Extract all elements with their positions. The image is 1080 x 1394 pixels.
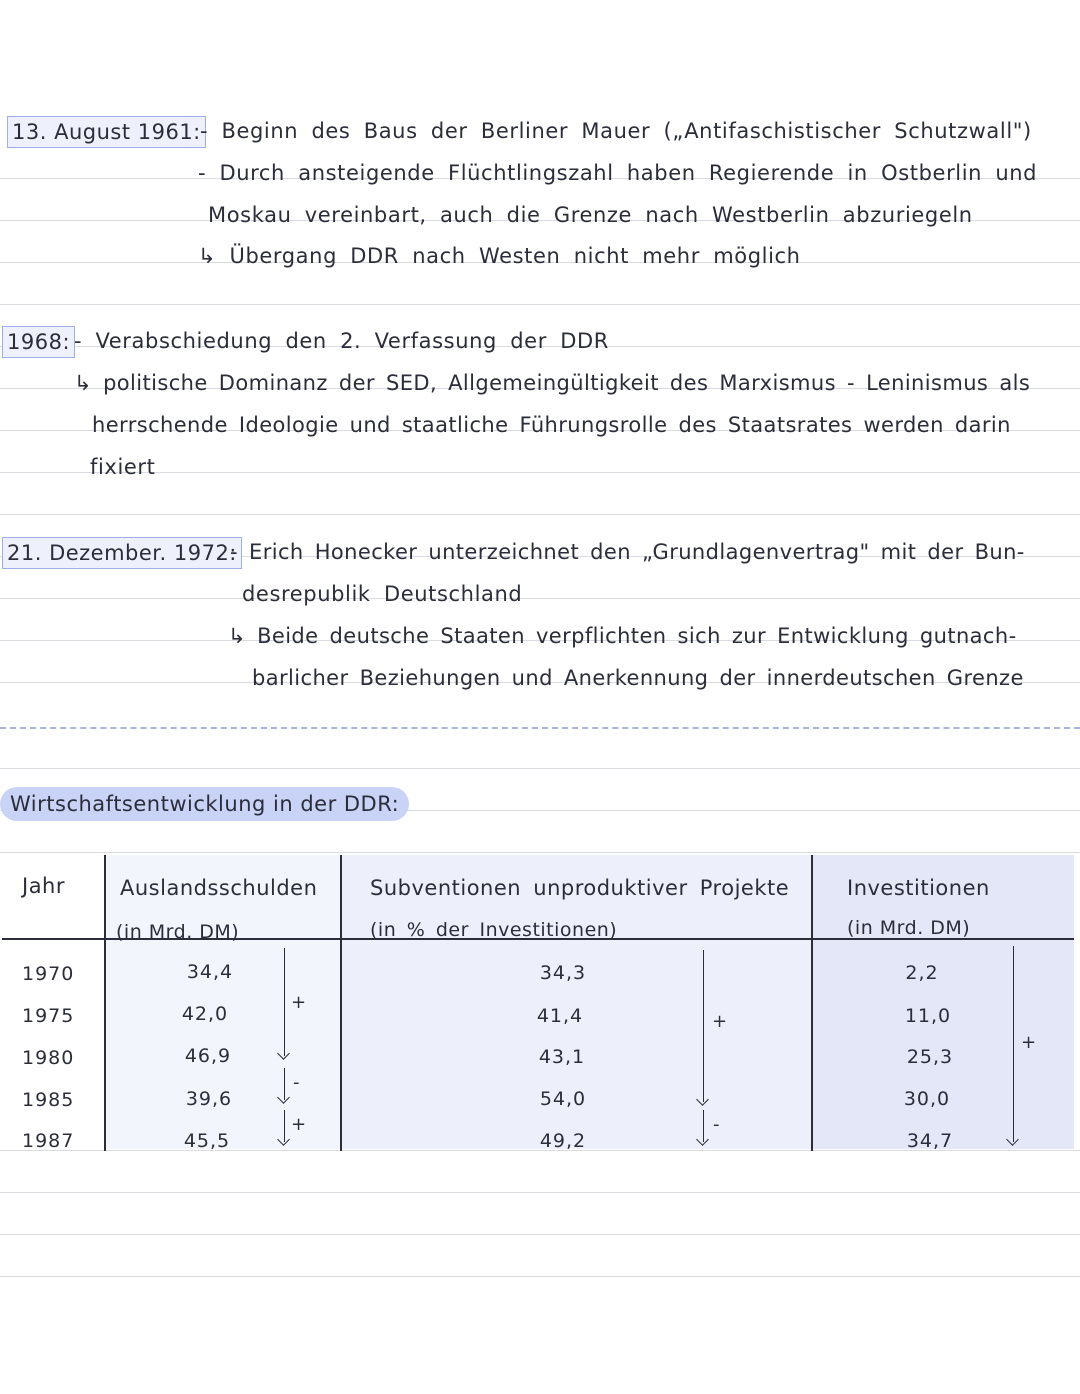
- section-title: Wirtschaftsentwicklung in der DDR:: [0, 787, 409, 821]
- arrow-down-icon: [284, 948, 285, 1056]
- cell-invest: 2,2: [905, 962, 939, 984]
- header-invest: Investitionen: [847, 876, 990, 900]
- event-line: ↳ Beide deutsche Staaten verpflichten sich zur Entwicklung gutnach-: [228, 624, 1017, 648]
- cell-subsidies: 41,4: [536, 1005, 584, 1027]
- event-line: fixiert: [90, 455, 156, 479]
- cell-subsidies: 34,3: [539, 962, 587, 984]
- cell-year: 1975: [22, 1005, 75, 1027]
- trend-sign: +: [712, 1011, 728, 1032]
- header-year: Jahr: [22, 874, 66, 898]
- arrow-down-icon: [703, 950, 704, 1102]
- event-line: - Durch ansteigende Flüchtlingszahl haben Regierende in Ostberlin und: [198, 161, 1038, 185]
- cell-debt: 45,5: [183, 1130, 231, 1152]
- event-line: desrepublik Deutschland: [242, 582, 523, 606]
- date-label: 21. Dezember. 1972:: [2, 537, 242, 569]
- cell-year: 1985: [22, 1089, 75, 1111]
- event-line: ↳ politische Dominanz der SED, Allgemeingültigkeit des Marxismus - Leninismus als: [74, 371, 1031, 395]
- arrow-down-icon: [703, 1110, 704, 1142]
- cell-debt: 42,0: [181, 1003, 229, 1025]
- cell-invest: 30,0: [903, 1088, 951, 1110]
- section-divider: [0, 727, 1080, 729]
- trend-sign: -: [713, 1114, 720, 1135]
- cell-year: 1970: [22, 963, 75, 985]
- header-subsidies-unit: (in % der Investitionen): [370, 919, 618, 941]
- event-line: herrschende Ideologie und staatliche Führungsrolle des Staatsrates werden darin: [92, 413, 1011, 437]
- cell-subsidies: 49,2: [539, 1130, 587, 1152]
- cell-debt: 46,9: [184, 1045, 232, 1067]
- trend-sign: +: [291, 992, 307, 1013]
- header-debt: Auslandsschulden: [120, 876, 318, 900]
- cell-debt: 34,4: [186, 961, 234, 983]
- date-label: 13. August 1961:: [7, 116, 206, 148]
- event-line: - Erich Honecker unterzeichnet den „Grundlagenvertrag" mit der Bun-: [230, 540, 1025, 564]
- event-line: Moskau vereinbart, auch die Grenze nach Westberlin abzuriegeln: [208, 203, 973, 227]
- header-debt-unit: (in Mrd. DM): [116, 921, 240, 943]
- event-line: barlicher Beziehungen und Anerkennung der innerdeutschen Grenze: [252, 666, 1024, 690]
- cell-year: 1980: [22, 1047, 75, 1069]
- cell-subsidies: 54,0: [539, 1088, 587, 1110]
- trend-sign: +: [1021, 1032, 1037, 1053]
- cell-subsidies: 43,1: [538, 1046, 586, 1068]
- event-line: - Beginn des Baus der Berliner Mauer („Antifaschistischer Schutzwall"): [200, 119, 1032, 143]
- cell-invest: 34,7: [906, 1130, 954, 1152]
- trend-sign: -: [293, 1072, 300, 1093]
- date-label: 1968:: [2, 326, 75, 358]
- event-line: - Verabschiedung den 2. Verfassung der DDR: [74, 329, 609, 353]
- arrow-down-icon: [284, 1068, 285, 1100]
- cell-debt: 39,6: [185, 1088, 233, 1110]
- cell-invest: 25,3: [906, 1046, 954, 1068]
- arrow-down-icon: [1013, 946, 1014, 1142]
- header-subsidies: Subventionen unproduktiver Projekte: [370, 876, 790, 900]
- arrow-down-icon: [284, 1110, 285, 1142]
- header-invest-unit: (in Mrd. DM): [847, 917, 971, 939]
- trend-sign: +: [291, 1114, 307, 1135]
- event-line: ↳ Übergang DDR nach Westen nicht mehr möglich: [198, 244, 801, 268]
- cell-year: 1987: [22, 1130, 75, 1152]
- cell-invest: 11,0: [904, 1005, 952, 1027]
